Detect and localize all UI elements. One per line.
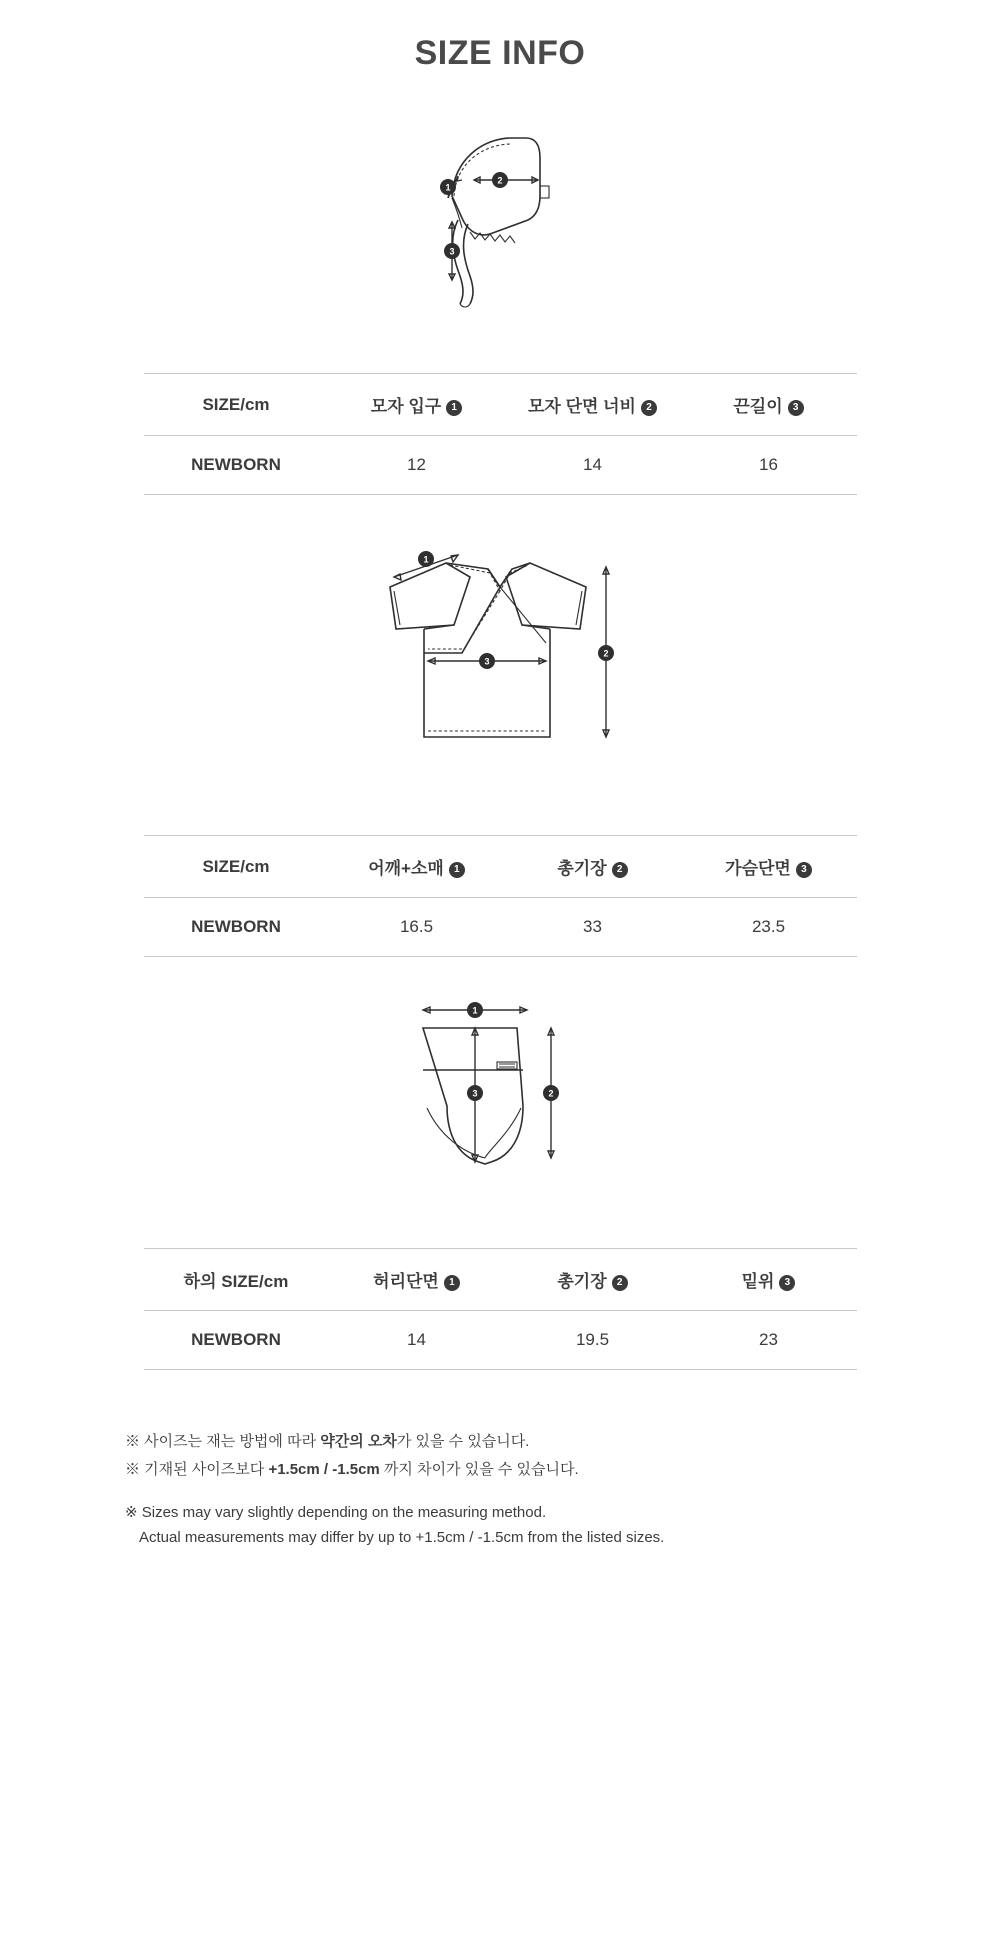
svg-text:2: 2 bbox=[497, 175, 503, 186]
header-text: 모자 단면 너비 bbox=[528, 397, 636, 416]
table-header-cell bbox=[505, 374, 681, 436]
table-header-row bbox=[144, 374, 857, 436]
notes-section bbox=[115, 1370, 885, 1551]
bonnet-diagram bbox=[0, 109, 1000, 329]
table-cell: 12 bbox=[329, 436, 505, 495]
table-row bbox=[144, 898, 857, 957]
header-text: 허리단면 bbox=[373, 1272, 439, 1291]
note-post: 까지 차이가 있을 수 있습니다. bbox=[379, 1460, 579, 1478]
table-header-row bbox=[144, 1249, 857, 1311]
svg-text:3: 3 bbox=[472, 1088, 478, 1099]
header-text: SIZE/cm bbox=[202, 394, 270, 414]
bottom-illustration bbox=[375, 986, 625, 1191]
table-cell: 23.5 bbox=[681, 898, 857, 957]
table-header-cell bbox=[681, 1249, 857, 1311]
table-header-cell bbox=[505, 836, 681, 898]
note-pre: ※ 기재된 사이즈보다 bbox=[125, 1460, 269, 1478]
svg-text:3: 3 bbox=[449, 246, 455, 257]
note-pre: ※ 사이즈는 재는 방법에 따라 bbox=[125, 1433, 321, 1450]
svg-text:1: 1 bbox=[445, 182, 451, 193]
table-cell: 33 bbox=[505, 898, 681, 957]
marker-badge-1: 1 bbox=[449, 862, 465, 878]
top-illustration bbox=[350, 525, 650, 775]
top-size-table bbox=[144, 835, 857, 957]
marker-badge-3: 3 bbox=[779, 1275, 795, 1291]
top-diagram bbox=[0, 515, 1000, 785]
table-header-cell bbox=[329, 1249, 505, 1311]
row-label: NEWBORN bbox=[144, 1311, 329, 1370]
note-post: 가 있을 수 있습니다. bbox=[396, 1433, 530, 1450]
note-strong: +1.5cm / -1.5cm bbox=[268, 1460, 380, 1478]
header-text: 끈길이 bbox=[733, 397, 783, 416]
header-text: 총기장 bbox=[557, 859, 607, 878]
table-header-cell bbox=[505, 1249, 681, 1311]
note-en-2: Actual measurements may differ by up to +1.5cm / -1.5cm from the listed sizes. bbox=[139, 1529, 665, 1546]
top-size-table-wrap bbox=[0, 835, 1000, 957]
note-ko-1 bbox=[125, 1428, 885, 1456]
notes-en bbox=[125, 1484, 885, 1551]
table-cell: 23 bbox=[681, 1311, 857, 1370]
row-label: NEWBORN bbox=[144, 898, 329, 957]
hat-size-table-wrap bbox=[0, 373, 1000, 495]
row-label: NEWBORN bbox=[144, 436, 329, 495]
svg-text:2: 2 bbox=[548, 1088, 554, 1099]
marker-badge-3: 3 bbox=[796, 862, 812, 878]
page-title: SIZE INFO bbox=[414, 34, 586, 72]
svg-text:1: 1 bbox=[472, 1005, 478, 1016]
svg-text:2: 2 bbox=[603, 648, 609, 659]
header-text: 어깨+소매 bbox=[368, 859, 444, 878]
marker-badge-1: 1 bbox=[444, 1275, 460, 1291]
table-row bbox=[144, 1311, 857, 1370]
header-text: 총기장 bbox=[557, 1272, 607, 1291]
bonnet-illustration bbox=[390, 124, 610, 314]
note-strong: 약간의 오차 bbox=[320, 1433, 397, 1450]
table-cell: 19.5 bbox=[505, 1311, 681, 1370]
marker-badge-2: 2 bbox=[612, 862, 628, 878]
table-header-cell bbox=[144, 374, 329, 436]
table-header-cell bbox=[681, 836, 857, 898]
header-text: 밑위 bbox=[741, 1272, 775, 1291]
marker-badge-1: 1 bbox=[446, 400, 462, 416]
marker-badge-3: 3 bbox=[788, 400, 804, 416]
table-header-cell bbox=[144, 1249, 329, 1311]
table-cell: 14 bbox=[505, 436, 681, 495]
header-text: 가슴단면 bbox=[725, 859, 791, 878]
table-cell: 16 bbox=[681, 436, 857, 495]
bottom-size-table bbox=[144, 1248, 857, 1370]
table-header-cell bbox=[329, 836, 505, 898]
note-ko-2 bbox=[125, 1456, 885, 1484]
svg-text:1: 1 bbox=[423, 554, 429, 565]
note-en-1: ※ Sizes may vary slightly depending on the measuring method. bbox=[125, 1503, 547, 1521]
bottom-diagram bbox=[0, 981, 1000, 1196]
table-header-row bbox=[144, 836, 857, 898]
table-header-cell bbox=[329, 374, 505, 436]
marker-badge-2: 2 bbox=[612, 1275, 628, 1291]
table-header-cell bbox=[681, 374, 857, 436]
header-text: 모자 입구 bbox=[370, 397, 442, 416]
table-header-cell bbox=[144, 836, 329, 898]
marker-badge-2: 2 bbox=[641, 400, 657, 416]
table-row bbox=[144, 436, 857, 495]
bottom-size-table-wrap bbox=[0, 1248, 1000, 1370]
table-cell: 14 bbox=[329, 1311, 505, 1370]
hat-size-table bbox=[144, 373, 857, 495]
svg-text:3: 3 bbox=[484, 656, 490, 667]
header-text: 하의 SIZE/cm bbox=[183, 1272, 289, 1291]
header-text: SIZE/cm bbox=[202, 856, 270, 876]
table-cell: 16.5 bbox=[329, 898, 505, 957]
